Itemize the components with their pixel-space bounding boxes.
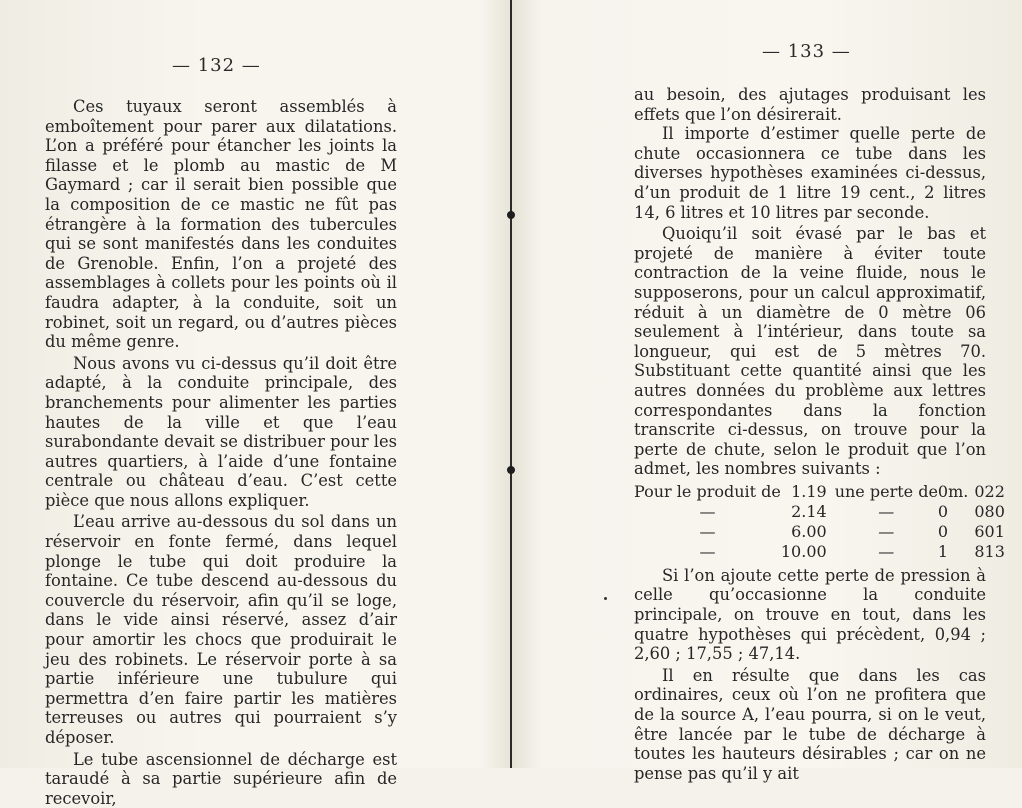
- left-paragraph-2: Nous avons vu ci-dessus qu’il doit être adapté, à la conduite principale, des branchements pour alimenter les parties hautes de la ville et que l’eau surabondante devait se distribuer pour les autres quartiers, à l’aide d’une fontaine centrale ou château d’eau. C’est cette pièce que nous allons expliquer.: [45, 353, 397, 510]
- table-cell-metres: 0: [937, 481, 949, 501]
- table-cell-lead: —: [699, 521, 716, 541]
- table-cell-mid: —: [878, 501, 895, 521]
- table-cell-unit: [948, 542, 974, 562]
- page-number-right: — 133 —: [762, 41, 851, 62]
- head-loss-table: [634, 482, 1005, 562]
- left-page-body: [45, 97, 397, 808]
- table-cell-metres: 1: [937, 541, 949, 561]
- table-row: [634, 502, 1005, 522]
- table-cell-produit: 10.00: [780, 541, 827, 561]
- left-paragraph-4: Le tube ascensionnel de décharge est taraudé à sa partie supérieure afin de recevoir,: [45, 749, 397, 808]
- left-paragraph-3: L’eau arrive au-dessous du sol dans un réservoir en fonte fermé, dans lequel plonge le tube qui doit produire la fontaine. Ce tube descend au-dessous du couvercle du réservoir, afin qu’il se loge, dans le vide ainsi réservé, assez d’air pour amortir les chocs que produirait le jeu des robinets. Le réservoir porte à sa partie inférieure une tubulure qui permettra d’en faire partir les matières terreuses ou autres qui pourraient s’y déposer.: [45, 512, 397, 747]
- table-cell-produit: 1.19: [791, 481, 827, 501]
- left-page: [0, 0, 510, 808]
- table-cell-metres: 0: [937, 501, 949, 521]
- table-cell-produit: 6.00: [791, 521, 827, 541]
- table-cell-lead: —: [699, 501, 716, 521]
- table-cell-mid: —: [878, 541, 895, 561]
- table-cell-mid: —: [878, 521, 895, 541]
- right-page: [512, 0, 1022, 783]
- table-cell-produit: 2.14: [791, 501, 827, 521]
- right-paragraph-5: Il en résulte que dans les cas ordinaires, ceux où l’on ne profitera que de la source A, l’eau pourra, si on le veut, être lancée par le tube de décharge à toutes les hauteurs désirables ; car on ne pense pas qu’il y ait: [634, 665, 986, 783]
- table-row: [634, 542, 1005, 562]
- right-paragraph-3: Quoiqu’il soit évasé par le bas et projeté de manière à éviter toute contraction de la veine fluide, nous le supposerons, pour un calcul approximatif, réduit à un diamètre de 0 mètre 06 seulement à l’intérieur, dans toute sa longueur, qui est de 5 mètres 70. Substituant cette quantité ainsi que les autres données du problème aux lettres correspondantes dans la fonction transcrite ci-dessus, on trouve pour la perte de chute, selon le produit que l’on admet, les nombres suivants :: [634, 224, 986, 479]
- left-paragraph-1: Ces tuyaux seront assemblés à emboîtement pour parer aux dilatations. L’on a préféré pour étancher les joints la filasse et le plomb au mastic de M Gaymard ; car il serait bien possible que la composition de ce mastic ne fût pas étrangère à la formation des tubercules qui se sont manifestés dans les conduites de Grenoble. Enfin, l’on a projeté des assemblages à collets pour les points où il faudra adapter, à la conduite, soit un robinet, soit un regard, ou d’autres pièces du même genre.: [45, 97, 397, 352]
- table-cell-unit: [948, 502, 974, 522]
- table-cell-lead: —: [699, 541, 716, 561]
- table-cell-decimal: 080: [974, 501, 1005, 521]
- table-cell-decimal: 022: [974, 481, 1005, 501]
- table-cell-unit: m.: [948, 481, 969, 501]
- table-cell-mid: une perte de: [834, 481, 938, 501]
- table-cell-decimal: 601: [974, 521, 1005, 541]
- table-cell-decimal: 813: [974, 541, 1005, 561]
- page-number-left: — 132 —: [172, 55, 261, 76]
- table-cell-unit: [948, 522, 974, 542]
- right-paragraph-4: Si l’on ajoute cette perte de pression à celle qu’occasionne la conduite principale, on trouve en tout, dans les quatre hypothèses qui précèdent, 0,94 ; 2,60 ; 17,55 ; 47,14.: [634, 565, 986, 664]
- right-page-body: [634, 85, 1005, 783]
- right-paragraph-1: au besoin, des ajutages produisant les effets que l’on désirerait.: [634, 85, 986, 124]
- right-paragraph-2: Il importe d’estimer quelle perte de chute occasionnera ce tube dans les diverses hypothèses examinées ci-dessus, d’un produit de 1 litre 19 cent., 2 litres 14, 6 litres et 10 litres par seconde.: [634, 124, 986, 222]
- table-cell-metres: 0: [937, 521, 949, 541]
- table-row: [634, 482, 1005, 502]
- table-cell-lead: Pour le produit de: [634, 481, 781, 501]
- table-row: [634, 522, 1005, 542]
